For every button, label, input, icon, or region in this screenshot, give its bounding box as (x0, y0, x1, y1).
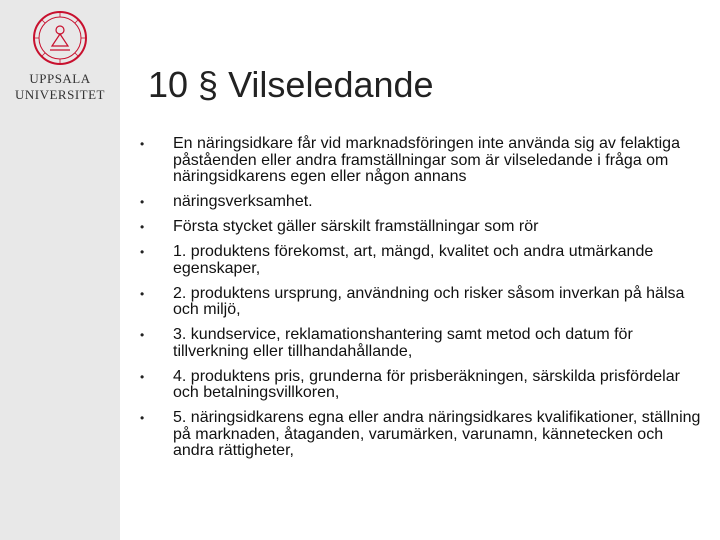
bullet-item (140, 244, 705, 277)
university-seal-icon (32, 10, 88, 66)
bullet-item (140, 219, 705, 236)
bullet-text: 1. produktens förekomst, art, mängd, kvalitet och andra utmärkande egenskaper, (173, 243, 654, 277)
bullet-icon: • (140, 286, 145, 301)
slide-title: 10 § Vilseledande (148, 64, 434, 105)
bullet-icon: • (140, 245, 145, 259)
bullet-item (140, 286, 705, 319)
bullet-text: 3. kundservice, reklamationshantering samt metod och datum för tillverkning eller tillhandahållande, (173, 326, 633, 360)
bullet-text: 4. produktens pris, grunderna för prisberäkningen, särskilda prisfördelar och betalningsvillkoren, (173, 367, 680, 401)
bullet-text: Första stycket gäller särskilt framställningar som rör (173, 218, 539, 235)
bullet-text: näringsverksamhet. (173, 193, 313, 210)
bullet-list (140, 136, 705, 468)
bullet-icon: • (140, 328, 145, 342)
bullet-item (140, 410, 705, 460)
bullet-icon: • (140, 411, 145, 425)
logo-line-universitet: UNIVERSITET (15, 87, 105, 102)
bullet-icon: • (140, 220, 145, 234)
bullet-text: 5. näringsidkarens egna eller andra näringsidkares kvalifikationer, ställning på marknaden, åtaganden, varumärken, varunamn, kännetecken och andra rättigheter, (173, 409, 701, 459)
bullet-text: En näringsidkare får vid marknadsföringen inte använda sig av felaktiga påståenden eller andra framställningar som är vilseledande i fråga om näringsidkarens egen eller någon annans (173, 135, 680, 185)
sidebar (0, 0, 120, 540)
bullet-item (140, 136, 705, 186)
bullet-icon: • (140, 137, 145, 151)
bullet-icon: • (140, 195, 145, 209)
bullet-item (140, 327, 705, 360)
bullet-item (140, 369, 705, 402)
logo-line-uppsala: UPPSALA (29, 71, 91, 86)
bullet-icon: • (140, 369, 145, 384)
bullet-text: 2. produktens ursprung, användning och risker såsom inverkan på hälsa och miljö, (173, 284, 685, 318)
bullet-item (140, 194, 705, 211)
